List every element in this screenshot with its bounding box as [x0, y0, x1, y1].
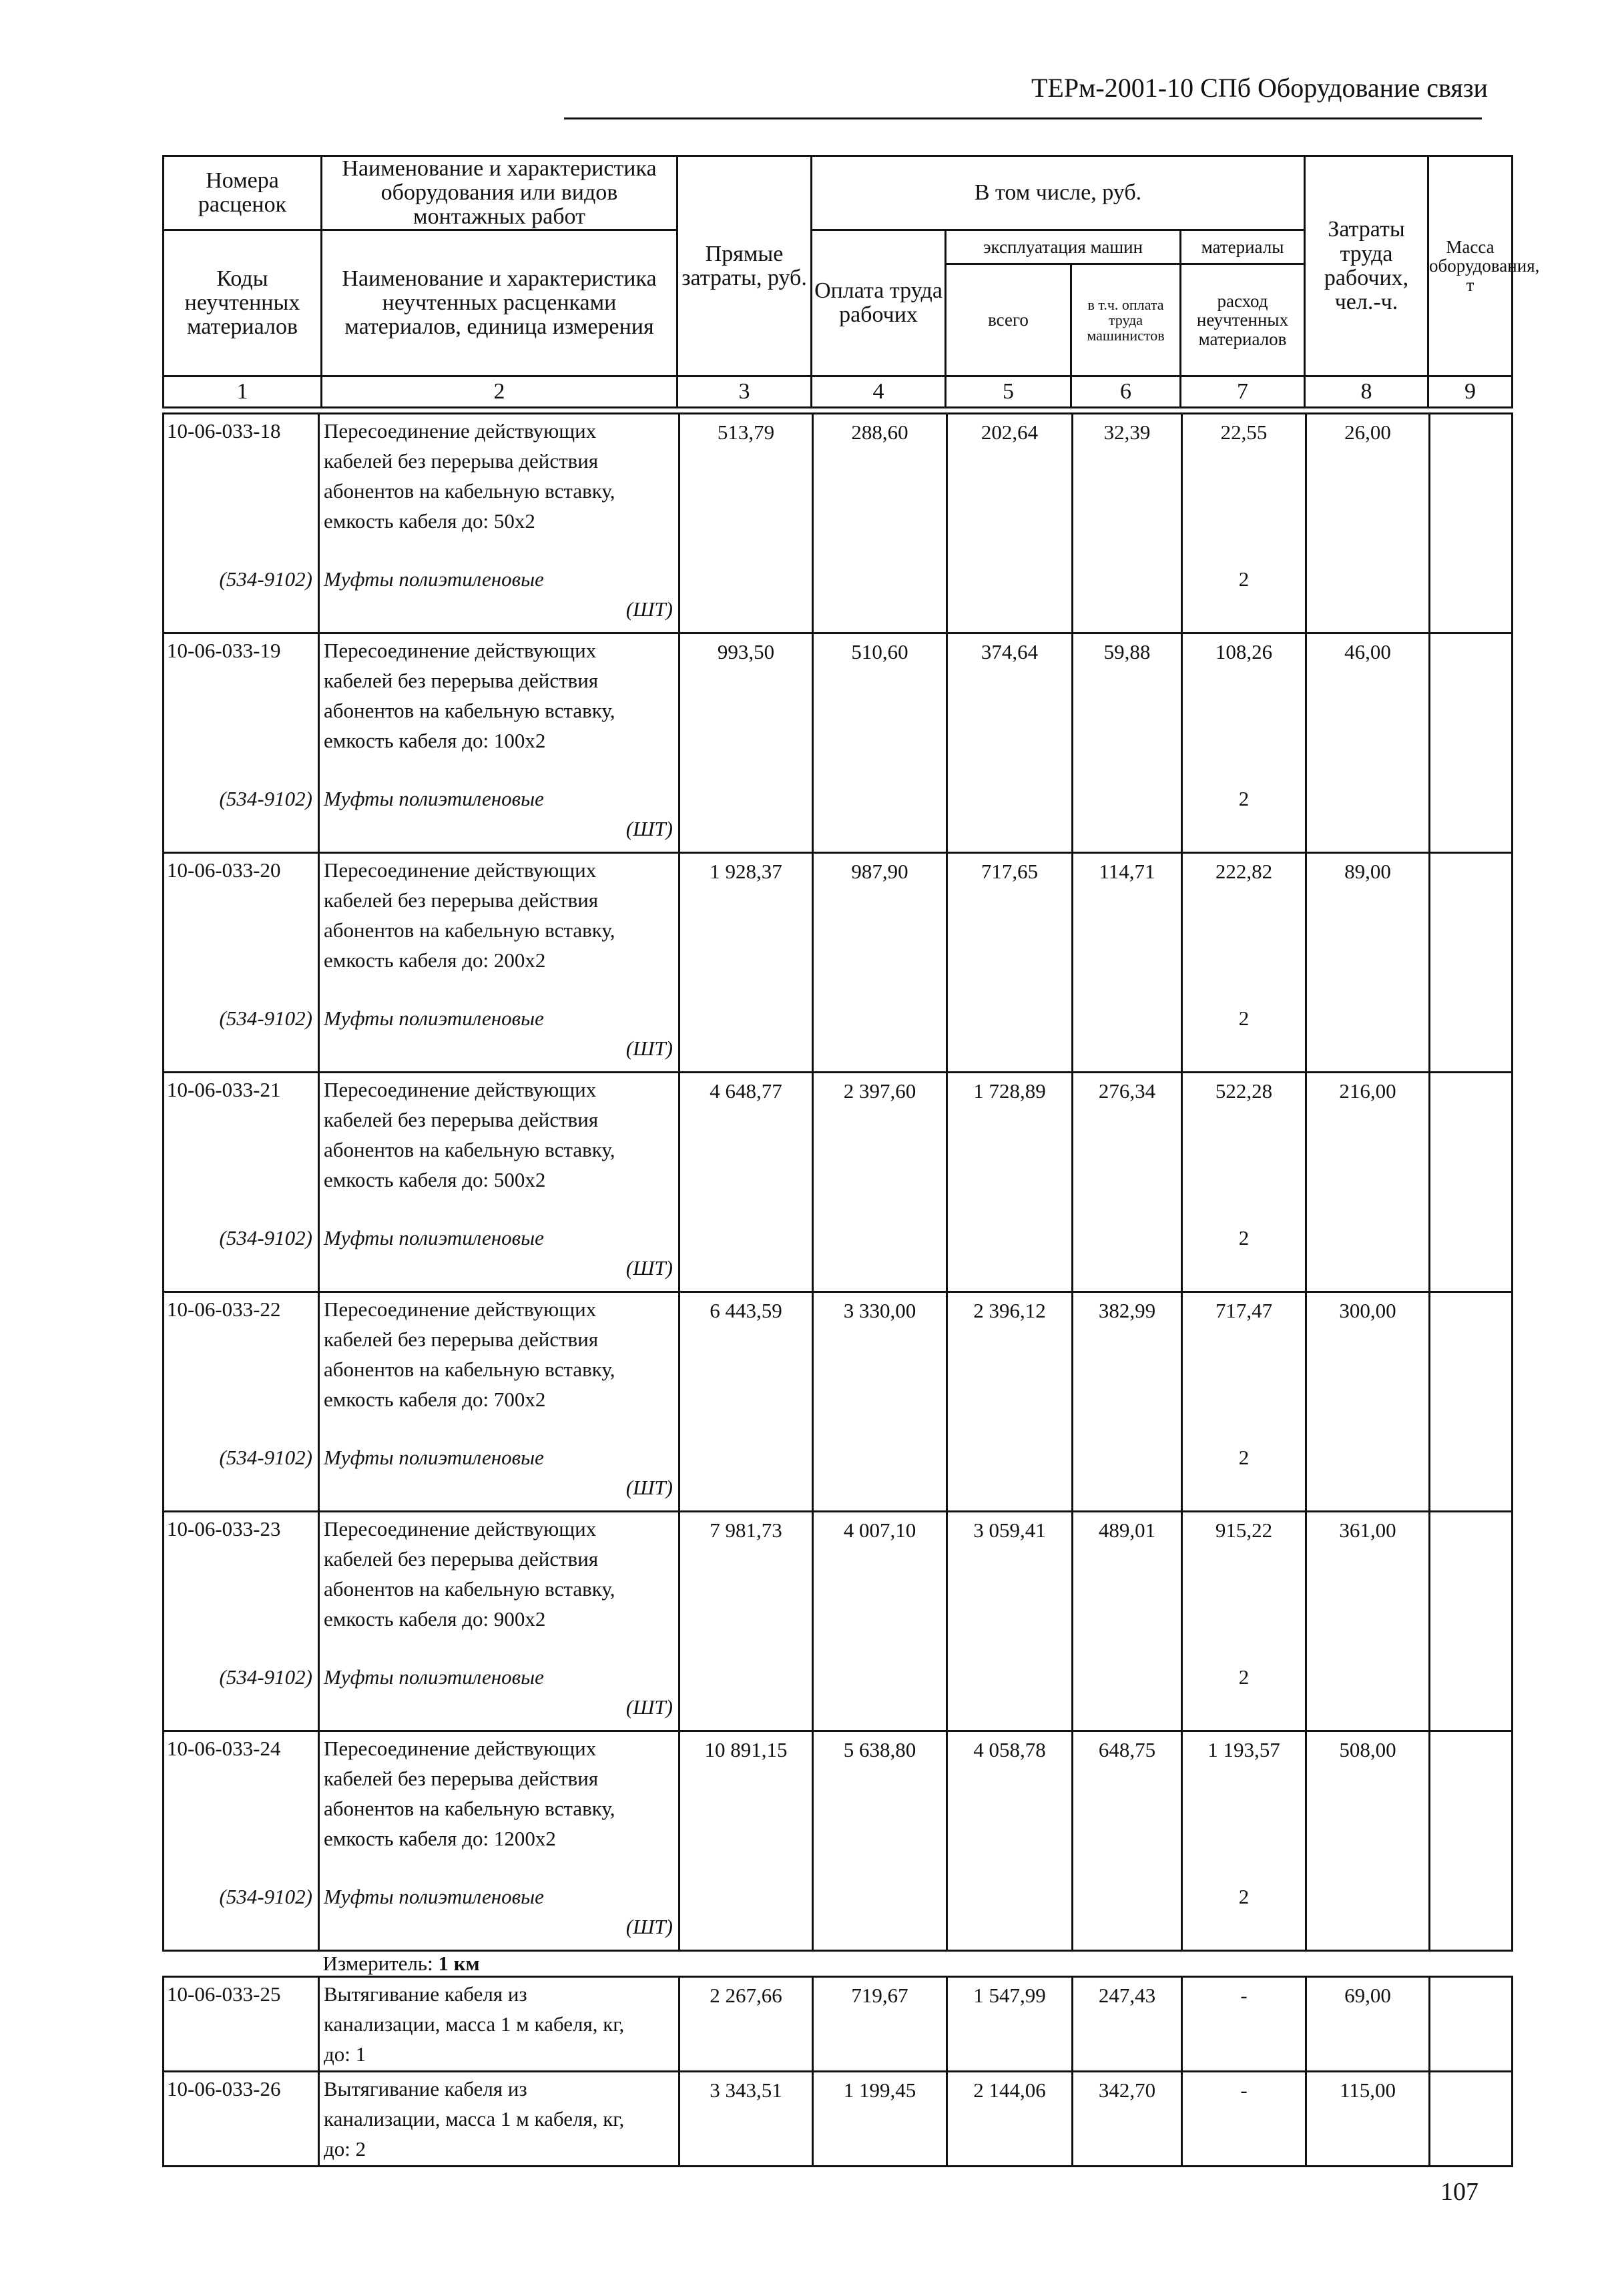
empty-cell	[1430, 559, 1513, 633]
empty-cell	[1306, 1217, 1430, 1292]
header-equipment-mass: Масса оборудования, т	[1428, 156, 1513, 376]
empty-cell	[680, 559, 813, 633]
column-number: 6	[1071, 376, 1181, 408]
work-name-line: Пересоединение действующих	[324, 1298, 597, 1321]
table-row	[164, 1073, 1513, 1218]
material-row	[164, 998, 1513, 1073]
table-row	[164, 2072, 1513, 2167]
rate-code: 10-06-033-20	[164, 853, 319, 999]
machines-total: 2 144,06	[947, 2072, 1073, 2167]
material-unit: (ШТ)	[625, 597, 673, 621]
work-name-line: Пересоединение действующих	[324, 858, 597, 882]
worker-pay: 2 397,60	[813, 1073, 947, 1218]
machinist-pay: 114,71	[1073, 853, 1182, 999]
direct-costs: 513,79	[680, 414, 813, 559]
material-code: (534-9102)	[164, 1217, 319, 1292]
materials-cost: 108,26	[1182, 633, 1306, 779]
material-quantity: 2	[1182, 1657, 1306, 1731]
work-name	[319, 1977, 680, 2072]
direct-costs: 2 267,66	[680, 1977, 813, 2072]
table-row	[164, 633, 1513, 779]
empty-cell	[1073, 559, 1182, 633]
header-material-codes: Коды неучтенных материалов	[164, 230, 322, 376]
work-name	[319, 1073, 680, 1218]
equipment-mass	[1430, 414, 1513, 559]
empty-cell	[813, 998, 947, 1073]
machines-total: 717,65	[947, 853, 1073, 999]
work-name	[319, 853, 680, 999]
work-name-line: абонентов на кабельную вставку,	[324, 479, 615, 503]
work-name-line: кабелей без перерыва действия	[324, 449, 599, 473]
work-name-line: кабелей без перерыва действия	[324, 669, 599, 692]
worker-pay: 987,90	[813, 853, 947, 999]
machines-total: 374,64	[947, 633, 1073, 779]
labor-hours: 89,00	[1306, 853, 1430, 999]
work-name-line: Пересоединение действующих	[324, 1517, 597, 1540]
header-worker-pay: Оплата труда рабочих	[812, 230, 946, 376]
equipment-mass	[1430, 1512, 1513, 1657]
header-machines: эксплуатация машин	[946, 230, 1181, 264]
material-name	[319, 1657, 680, 1731]
empty-cell	[947, 778, 1073, 853]
labor-hours: 46,00	[1306, 633, 1430, 779]
work-name-line: емкость кабеля до: 100х2	[324, 729, 546, 752]
direct-costs: 6 443,59	[680, 1292, 813, 1438]
work-name-line: Пересоединение действующих	[324, 419, 597, 443]
machines-total: 202,64	[947, 414, 1073, 559]
material-code: (534-9102)	[164, 1876, 319, 1951]
work-name-line: емкость кабеля до: 900х2	[324, 1607, 546, 1631]
empty-cell	[947, 1657, 1073, 1731]
empty-cell	[680, 1217, 813, 1292]
header-direct-costs: Прямые затраты, руб.	[678, 156, 812, 376]
material-unit: (ШТ)	[625, 1476, 673, 1499]
work-name-line: Вытягивание кабеля из	[324, 2077, 527, 2100]
machinist-pay: 648,75	[1073, 1731, 1182, 1877]
empty-cell	[680, 1657, 813, 1731]
empty-cell	[1306, 778, 1430, 853]
rate-code: 10-06-033-22	[164, 1292, 319, 1438]
work-name-line: емкость кабеля до: 50х2	[324, 509, 535, 533]
work-name-line: Пересоединение действующих	[324, 639, 597, 662]
material-row	[164, 559, 1513, 633]
table-row	[164, 414, 1513, 559]
work-name	[319, 1731, 680, 1877]
empty-cell	[1073, 1876, 1182, 1951]
direct-costs: 10 891,15	[680, 1731, 813, 1877]
column-number: 4	[812, 376, 946, 408]
empty-cell	[1430, 1437, 1513, 1512]
empty-cell	[1073, 1437, 1182, 1512]
column-number: 2	[322, 376, 678, 408]
work-name-line: кабелей без перерыва действия	[324, 888, 599, 912]
material-quantity: 2	[1182, 1217, 1306, 1292]
machinist-pay: 59,88	[1073, 633, 1182, 779]
material-unit: (ШТ)	[625, 1915, 673, 1938]
empty-cell	[680, 778, 813, 853]
material-quantity: 2	[1182, 559, 1306, 633]
work-name-line: до: 1	[324, 2042, 366, 2066]
work-name-line: канализации, масса 1 м кабеля, кг,	[324, 2107, 625, 2130]
work-name-line: емкость кабеля до: 700х2	[324, 1388, 546, 1411]
page-number: 107	[1440, 2178, 1478, 2206]
material-code: (534-9102)	[164, 1437, 319, 1512]
work-name-line: до: 2	[324, 2137, 366, 2161]
machines-total: 3 059,41	[947, 1512, 1073, 1657]
work-name-line: Пересоединение действующих	[324, 1737, 597, 1760]
material-quantity: 2	[1182, 998, 1306, 1073]
header-machinist-pay: в т.ч. оплата труда машинистов	[1071, 264, 1181, 376]
materials-cost: 1 193,57	[1182, 1731, 1306, 1877]
work-name-line: емкость кабеля до: 500х2	[324, 1168, 546, 1191]
work-name-line: абонентов на кабельную вставку,	[324, 1577, 615, 1601]
work-name-line: абонентов на кабельную вставку,	[324, 1358, 615, 1381]
labor-hours: 216,00	[1306, 1073, 1430, 1218]
material-name-text: Муфты полиэтиленовые	[324, 1226, 544, 1249]
empty-cell	[680, 998, 813, 1073]
empty-cell	[1073, 1657, 1182, 1731]
material-code: (534-9102)	[164, 559, 319, 633]
empty-cell	[1306, 1437, 1430, 1512]
work-name-line: абонентов на кабельную вставку,	[324, 918, 615, 942]
header-unaccounted-materials: расход неучтенных материалов	[1181, 264, 1305, 376]
direct-costs: 1 928,37	[680, 853, 813, 999]
header-materials: материалы	[1181, 230, 1305, 264]
rate-code: 10-06-033-21	[164, 1073, 319, 1218]
equipment-mass	[1430, 1292, 1513, 1438]
empty-cell	[813, 778, 947, 853]
rate-code: 10-06-033-25	[164, 1977, 319, 2072]
worker-pay: 288,60	[813, 414, 947, 559]
column-number: 5	[946, 376, 1071, 408]
empty-cell	[680, 1437, 813, 1512]
rate-code: 10-06-033-24	[164, 1731, 319, 1877]
machinist-pay: 382,99	[1073, 1292, 1182, 1438]
header-rate-numbers: Номера расценок	[164, 156, 322, 230]
machinist-pay: 276,34	[1073, 1073, 1182, 1218]
machinist-pay: 342,70	[1073, 2072, 1182, 2167]
worker-pay: 719,67	[813, 1977, 947, 2072]
material-name	[319, 559, 680, 633]
column-number: 1	[164, 376, 322, 408]
empty-cell	[1430, 1657, 1513, 1731]
machines-total: 2 396,12	[947, 1292, 1073, 1438]
work-name	[319, 1512, 680, 1657]
empty-cell	[1306, 559, 1430, 633]
column-number: 9	[1428, 376, 1513, 408]
materials-cost: 717,47	[1182, 1292, 1306, 1438]
empty-cell	[1430, 1217, 1513, 1292]
work-name-line: канализации, масса 1 м кабеля, кг,	[324, 2012, 625, 2036]
material-row	[164, 1217, 1513, 1292]
header-work-name: Наименование и характеристика оборудования или видов монтажных работ	[322, 156, 678, 230]
labor-hours: 26,00	[1306, 414, 1430, 559]
material-row	[164, 1437, 1513, 1512]
work-name-line: емкость кабеля до: 200х2	[324, 948, 546, 972]
empty-cell	[1430, 998, 1513, 1073]
material-name	[319, 1217, 680, 1292]
empty-cell	[680, 1876, 813, 1951]
material-name-text: Муфты полиэтиленовые	[324, 787, 544, 810]
header-labor-hours: Затраты труда рабочих, чел.-ч.	[1305, 156, 1428, 376]
work-name-line: емкость кабеля до: 1200х2	[324, 1827, 556, 1850]
work-name-line: абонентов на кабельную вставку,	[324, 1138, 615, 1161]
material-name-text: Муфты полиэтиленовые	[324, 1885, 544, 1908]
empty-cell	[1073, 998, 1182, 1073]
labor-hours: 300,00	[1306, 1292, 1430, 1438]
direct-costs: 3 343,51	[680, 2072, 813, 2167]
empty-cell	[947, 998, 1073, 1073]
table-row	[164, 853, 1513, 999]
empty-cell	[813, 559, 947, 633]
work-name	[319, 633, 680, 779]
material-name	[319, 1437, 680, 1512]
work-name-line: кабелей без перерыва действия	[324, 1328, 599, 1351]
material-unit: (ШТ)	[625, 1037, 673, 1060]
work-name	[319, 2072, 680, 2167]
material-row	[164, 1876, 1513, 1951]
empty-cell	[947, 1876, 1073, 1951]
rate-code: 10-06-033-23	[164, 1512, 319, 1657]
worker-pay: 4 007,10	[813, 1512, 947, 1657]
material-unit: (ШТ)	[625, 1256, 673, 1279]
material-code: (534-9102)	[164, 998, 319, 1073]
labor-hours: 361,00	[1306, 1512, 1430, 1657]
material-unit: (ШТ)	[625, 1695, 673, 1719]
meter-label: Измеритель:	[322, 1952, 433, 1975]
column-number: 8	[1305, 376, 1428, 408]
empty-cell	[1306, 998, 1430, 1073]
table-row	[164, 1292, 1513, 1438]
material-row	[164, 778, 1513, 853]
materials-cost: 222,82	[1182, 853, 1306, 999]
empty-cell	[1306, 1876, 1430, 1951]
material-name-text: Муфты полиэтиленовые	[324, 567, 544, 591]
equipment-mass	[1430, 1731, 1513, 1877]
material-name-text: Муфты полиэтиленовые	[324, 1665, 544, 1689]
work-name-line: кабелей без перерыва действия	[324, 1108, 599, 1131]
material-name	[319, 778, 680, 853]
column-number: 3	[678, 376, 812, 408]
equipment-mass	[1430, 1977, 1513, 2072]
empty-cell	[1306, 1657, 1430, 1731]
material-name-text: Муфты полиэтиленовые	[324, 1007, 544, 1030]
table-row	[164, 1512, 1513, 1657]
labor-hours: 69,00	[1306, 1977, 1430, 2072]
labor-hours: 115,00	[1306, 2072, 1430, 2167]
empty-cell	[1430, 778, 1513, 853]
work-name	[319, 1292, 680, 1438]
rates-table-header	[162, 155, 1540, 408]
meter-value: 1 км	[438, 1952, 480, 1975]
title-divider	[564, 117, 1482, 119]
empty-cell	[813, 1217, 947, 1292]
empty-cell	[947, 1217, 1073, 1292]
material-quantity: 2	[1182, 1437, 1306, 1512]
rate-code: 10-06-033-19	[164, 633, 319, 779]
empty-cell	[813, 1876, 947, 1951]
table-row	[164, 1977, 1513, 2072]
worker-pay: 1 199,45	[813, 2072, 947, 2167]
header-material-name: Наименование и характеристика неучтенных расценками материалов, единица измерения	[322, 230, 678, 376]
work-name-line: Вытягивание кабеля из	[324, 1982, 527, 2006]
direct-costs: 7 981,73	[680, 1512, 813, 1657]
header-including: В том числе, руб.	[812, 156, 1305, 230]
material-quantity: 2	[1182, 1876, 1306, 1951]
labor-hours: 508,00	[1306, 1731, 1430, 1877]
empty-cell	[1430, 1876, 1513, 1951]
page-title: ТЕРм-2001-10 СПб Оборудование связи	[1031, 73, 1488, 103]
empty-cell	[1073, 1217, 1182, 1292]
material-code: (534-9102)	[164, 1657, 319, 1731]
work-name	[319, 414, 680, 559]
empty-cell	[947, 559, 1073, 633]
equipment-mass	[1430, 2072, 1513, 2167]
material-row	[164, 1657, 1513, 1731]
materials-cost: 915,22	[1182, 1512, 1306, 1657]
empty-cell	[947, 1437, 1073, 1512]
work-name-line: абонентов на кабельную вставку,	[324, 1797, 615, 1820]
empty-cell	[1073, 778, 1182, 853]
header-machines-total: всего	[946, 264, 1071, 376]
machines-total: 4 058,78	[947, 1731, 1073, 1877]
empty-cell	[813, 1657, 947, 1731]
machinist-pay: 32,39	[1073, 414, 1182, 559]
machines-total: 1 547,99	[947, 1977, 1073, 2072]
materials-cost: 522,28	[1182, 1073, 1306, 1218]
machinist-pay: 489,01	[1073, 1512, 1182, 1657]
worker-pay: 5 638,80	[813, 1731, 947, 1877]
work-name-line: кабелей без перерыва действия	[324, 1767, 599, 1790]
material-name	[319, 1876, 680, 1951]
materials-cost: 22,55	[1182, 414, 1306, 559]
direct-costs: 993,50	[680, 633, 813, 779]
rate-code: 10-06-033-26	[164, 2072, 319, 2167]
direct-costs: 4 648,77	[680, 1073, 813, 1218]
material-unit: (ШТ)	[625, 817, 673, 840]
equipment-mass	[1430, 633, 1513, 779]
table-row	[164, 1731, 1513, 1877]
material-name-text: Муфты полиэтиленовые	[324, 1446, 544, 1469]
material-code: (534-9102)	[164, 778, 319, 853]
materials-cost: -	[1182, 2072, 1306, 2167]
equipment-mass	[1430, 853, 1513, 999]
machines-total: 1 728,89	[947, 1073, 1073, 1218]
work-name-line: кабелей без перерыва действия	[324, 1547, 599, 1571]
meter-line	[319, 1951, 1513, 1977]
equipment-mass	[1430, 1073, 1513, 1218]
rates-table-body	[162, 412, 1513, 2167]
column-number: 7	[1181, 376, 1305, 408]
work-name-line: абонентов на кабельную вставку,	[324, 699, 615, 722]
material-quantity: 2	[1182, 778, 1306, 853]
machinist-pay: 247,43	[1073, 1977, 1182, 2072]
worker-pay: 3 330,00	[813, 1292, 947, 1438]
material-name	[319, 998, 680, 1073]
materials-cost: -	[1182, 1977, 1306, 2072]
rate-code: 10-06-033-18	[164, 414, 319, 559]
worker-pay: 510,60	[813, 633, 947, 779]
empty-cell	[813, 1437, 947, 1512]
work-name-line: Пересоединение действующих	[324, 1078, 597, 1101]
